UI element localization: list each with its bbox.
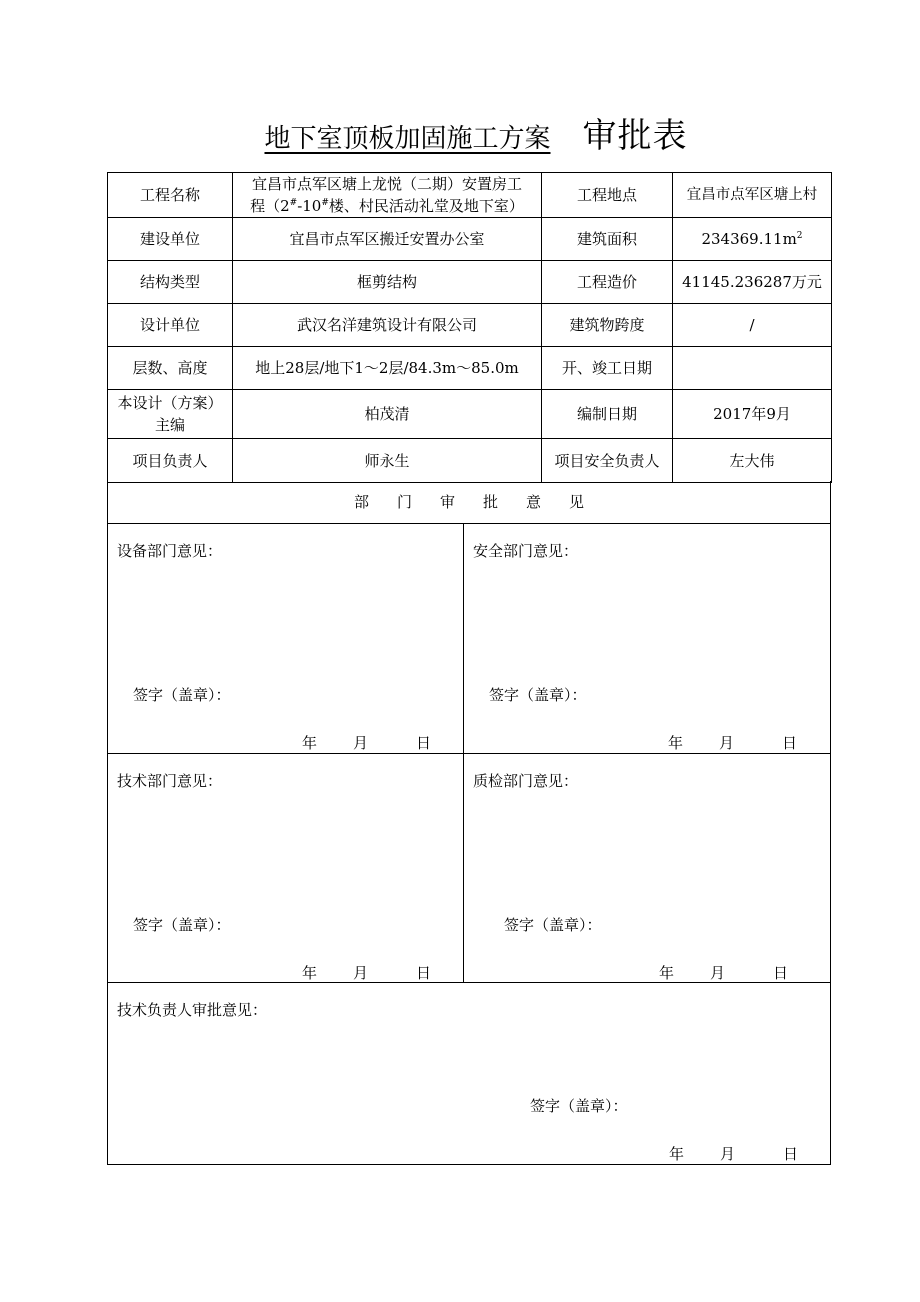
title-suffix: 审批表 bbox=[582, 116, 688, 156]
builder-value: 宜昌市点军区搬迁安置办公室 bbox=[233, 218, 542, 261]
compile-date-value: 2017年9月 bbox=[673, 390, 832, 439]
title-main: 地下室顶板加固施工方案 bbox=[264, 124, 551, 154]
quality-dept-label: 质检部门意见： bbox=[473, 772, 579, 790]
project-name-line2: 程（2#-10#楼、村民活动礼堂及地下室） bbox=[250, 197, 524, 215]
table-row bbox=[108, 173, 832, 218]
equipment-dept-label: 设备部门意见： bbox=[117, 542, 223, 560]
pm-value: 师永生 bbox=[233, 439, 542, 483]
safety-dept-box[interactable] bbox=[463, 523, 831, 754]
project-name-value bbox=[233, 173, 542, 218]
structure-label: 结构类型 bbox=[108, 261, 233, 304]
cost-value: 41145.236287万元 bbox=[673, 261, 832, 304]
page-title bbox=[0, 112, 920, 163]
tech-leader-label: 技术负责人审批意见： bbox=[117, 1001, 268, 1019]
location-label: 工程地点 bbox=[542, 173, 673, 218]
structure-value: 框剪结构 bbox=[233, 261, 542, 304]
dates-value bbox=[673, 347, 832, 390]
designer-value: 武汉名洋建筑设计有限公司 bbox=[233, 304, 542, 347]
project-name-label: 工程名称 bbox=[108, 173, 233, 218]
safety-dept-label: 安全部门意见： bbox=[473, 542, 579, 560]
pm-label: 项目负责人 bbox=[108, 439, 233, 483]
table-row bbox=[108, 304, 832, 347]
technical-dept-box[interactable] bbox=[107, 753, 464, 983]
cost-label: 工程造价 bbox=[542, 261, 673, 304]
safety-manager-label: 项目安全负责人 bbox=[542, 439, 673, 483]
location-value: 宜昌市点军区塘上村 bbox=[673, 173, 832, 218]
equipment-dept-box[interactable] bbox=[107, 523, 464, 754]
table-row bbox=[108, 390, 832, 439]
table-row bbox=[108, 218, 832, 261]
date-line: 年 月 日 bbox=[302, 964, 432, 982]
compile-date-label: 编制日期 bbox=[542, 390, 673, 439]
signature-label: 签字（盖章）： bbox=[489, 686, 587, 704]
table-row bbox=[108, 347, 832, 390]
table-row bbox=[108, 439, 832, 483]
designer-label: 设计单位 bbox=[108, 304, 233, 347]
editor-value: 柏茂清 bbox=[233, 390, 542, 439]
signature-label: 签字（盖章）： bbox=[530, 1097, 628, 1115]
date-line: 年 月 日 bbox=[302, 734, 432, 752]
tech-leader-box[interactable] bbox=[107, 982, 831, 1165]
area-value: $234369.11m^2$ bbox=[673, 218, 832, 261]
floors-label: 层数、高度 bbox=[108, 347, 233, 390]
technical-dept-label: 技术部门意见： bbox=[117, 772, 223, 790]
span-value: / bbox=[673, 304, 832, 347]
date-line: 年 月 日 bbox=[668, 734, 798, 752]
project-name-line1: 宜昌市点军区塘上龙悦（二期）安置房工 bbox=[251, 175, 522, 193]
floors-value: 地上28层/地下1～2层/84.3m～85.0m bbox=[233, 347, 542, 390]
date-line: 年 月 日 bbox=[669, 1145, 799, 1163]
date-line: 年 月 日 bbox=[659, 964, 789, 982]
project-info-table bbox=[107, 172, 832, 483]
signature-label: 签字（盖章）： bbox=[133, 916, 231, 934]
area-label: 建筑面积 bbox=[542, 218, 673, 261]
signature-label: 签字（盖章）： bbox=[504, 916, 602, 934]
span-label: 建筑物跨度 bbox=[542, 304, 673, 347]
safety-manager-value: 左大伟 bbox=[673, 439, 832, 483]
table-row bbox=[108, 261, 832, 304]
quality-dept-box[interactable] bbox=[463, 753, 831, 983]
builder-label: 建设单位 bbox=[108, 218, 233, 261]
signature-label: 签字（盖章）： bbox=[133, 686, 231, 704]
dept-approval-header: 部门审批意见 bbox=[107, 481, 831, 523]
dates-label: 开、竣工日期 bbox=[542, 347, 673, 390]
title-underlined bbox=[232, 124, 582, 154]
editor-label: 本设计（方案） 主编 bbox=[108, 390, 233, 439]
